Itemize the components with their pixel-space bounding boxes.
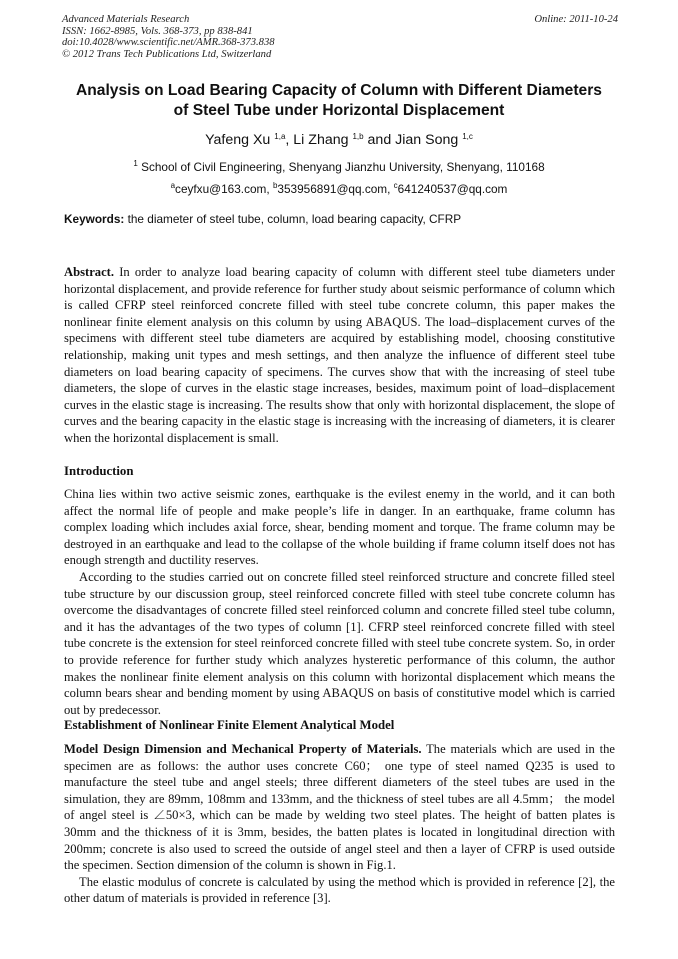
establishment-body [64, 741, 615, 907]
affiliation [40, 156, 638, 175]
doi-line: doi:10.4028/www.scientific.net/AMR.368-373.838 [62, 37, 275, 48]
author-name: Li Zhang [293, 132, 349, 148]
author-name: Yafeng Xu [205, 132, 271, 148]
keywords-label: Keywords: [64, 212, 125, 226]
author-list [40, 128, 638, 149]
introduction-heading: Introduction [64, 464, 134, 478]
introduction-body [64, 486, 615, 718]
online-date: Online: 2011-10-24 [534, 14, 618, 25]
author-separator: and [363, 132, 396, 148]
abstract-text: In order to analyze load bearing capacity of column with different steel tube diameters under horizontal displacement, and provide reference for further study about seismic performance of column which is called CFRP steel reinforced concrete filled with steel tube concrete column, this paper makes the nonlinear finite element analysis on this column by using ABAQUS. The load–displacement curves of the specimens with different steel tube diameters are acquired by establishing model, choosing constitutive relationship, making unit types and mesh settings, and then analyze the influence of different steel tube diameters on load bearing capacity of specimens. The curves show that with the increasing of steel tube diameters, the slope of curves in the elastic stage increases, besides, maximum point of load–displacement curves in the elastic stage is increasing. The results show that only with horizontal displacement, the slope of curves and the bearing capacity in the elastic stage is increasing with the increasing of diameters, it is clearer when the horizontal displacement is small. [64, 265, 615, 445]
author-separator: , [285, 132, 294, 148]
email-separator: , [266, 182, 273, 196]
email-link[interactable]: 353956891@qq.com [277, 182, 388, 196]
copyright-line: © 2012 Trans Tech Publications Ltd, Switzerland [62, 48, 272, 60]
abstract-label: Abstract. [64, 265, 115, 279]
author-affil-mark: 1,a [274, 132, 286, 141]
email-mark: b [272, 181, 278, 190]
email-separator: , [387, 182, 394, 196]
paragraph: China lies within two active seismic zones, earthquake is the evilest enemy in the world, and it can both affect the normal life of people and make people’s life in danger. In an earthquake, frame column has complex loading which includes axial force, shear, bending moment and torque. The frame column may be destroyed in an earthquake and lead to the collapse of the whole building if frame column itself does not has enough strength and ductility reserves. [64, 487, 615, 568]
email-link[interactable]: 641240537@qq.com [397, 182, 508, 196]
paragraph: According to the studies carried out on concrete filled steel reinforced structure and concrete filled steel tube structure by our discussion group, steel reinforced concrete filled with steel tube concrete column has overcome the disadvantages of concrete filled steel reinforced column and concrete filled steel tube column, and it has the advantages of the two types of column [1]. CFRP steel reinforced concrete filled with steel tube concrete is the extension for steel reinforced concrete filled with steel tube concrete system. So, in order to provide reference for further study which analyzes hysteretic performance of this column, the author makes the nonlinear finite element analysis on this column with horizontal displacement which means the column bears shear and bending moment by using ABAQUS on basis of constitutive model which is carried out by predecessor. [64, 569, 615, 717]
keywords-text: the diameter of steel tube, column, load bearing capacity, CFRP [124, 212, 462, 226]
author-affil-mark: 1,c [462, 132, 473, 141]
establishment-heading: Establishment of Nonlinear Finite Element Analytical Model [64, 718, 395, 732]
paragraph-text: The materials which are used in the specimen are as follows: the author uses concrete C60； one type of steel named Q235 is used to manufacture the steel tube and angel steels; three different diameters of the steel tubes are used in the simulation, they are 89mm, 108mm and 133mm, and the thickness of steel tubes are all 4.5mm； the model of angel steel is ∠50×3, which can be made by welding two steel plates. The height of batten plates is 30mm and the thickness of it is 3mm, besides, the batten plates is located in longitudinal direction with 200mm; concrete is also used to screed the outside of angel steel and then a layer of CFRP is used outside the specimen. Section dimension of the column is shown in Fig.1. [64, 742, 615, 873]
journal-header [62, 14, 462, 60]
email-link[interactable]: ceyfxu@163.com [175, 182, 267, 196]
keywords [64, 212, 616, 227]
paper-title [40, 81, 638, 121]
affiliation-mark: 1 [133, 159, 138, 168]
title-line-2: of Steel Tube under Horizontal Displacement [173, 102, 505, 119]
email-list [40, 178, 638, 197]
issn-line: ISSN: 1662-8985, Vols. 368-373, pp 838-841 [62, 25, 253, 37]
affiliation-text: School of Civil Engineering, Shenyang Jianzhu University, Shenyang, 110168 [141, 160, 545, 174]
journal-name: Advanced Materials Research [62, 14, 190, 25]
email-mark: c [393, 181, 398, 190]
author-affil-mark: 1,b [352, 132, 364, 141]
email-mark: a [170, 181, 176, 190]
author-name: Jian Song [395, 132, 459, 148]
paragraph: The elastic modulus of concrete is calculated by using the method which is provided in reference [2], the other datum of materials is provided in reference [3]. [64, 874, 615, 906]
subsection-run-head: Model Design Dimension and Mechanical Property of Materials. [64, 742, 422, 756]
title-line-1: Analysis on Load Bearing Capacity of Column with Different Diameters [76, 82, 602, 99]
abstract [64, 264, 615, 447]
